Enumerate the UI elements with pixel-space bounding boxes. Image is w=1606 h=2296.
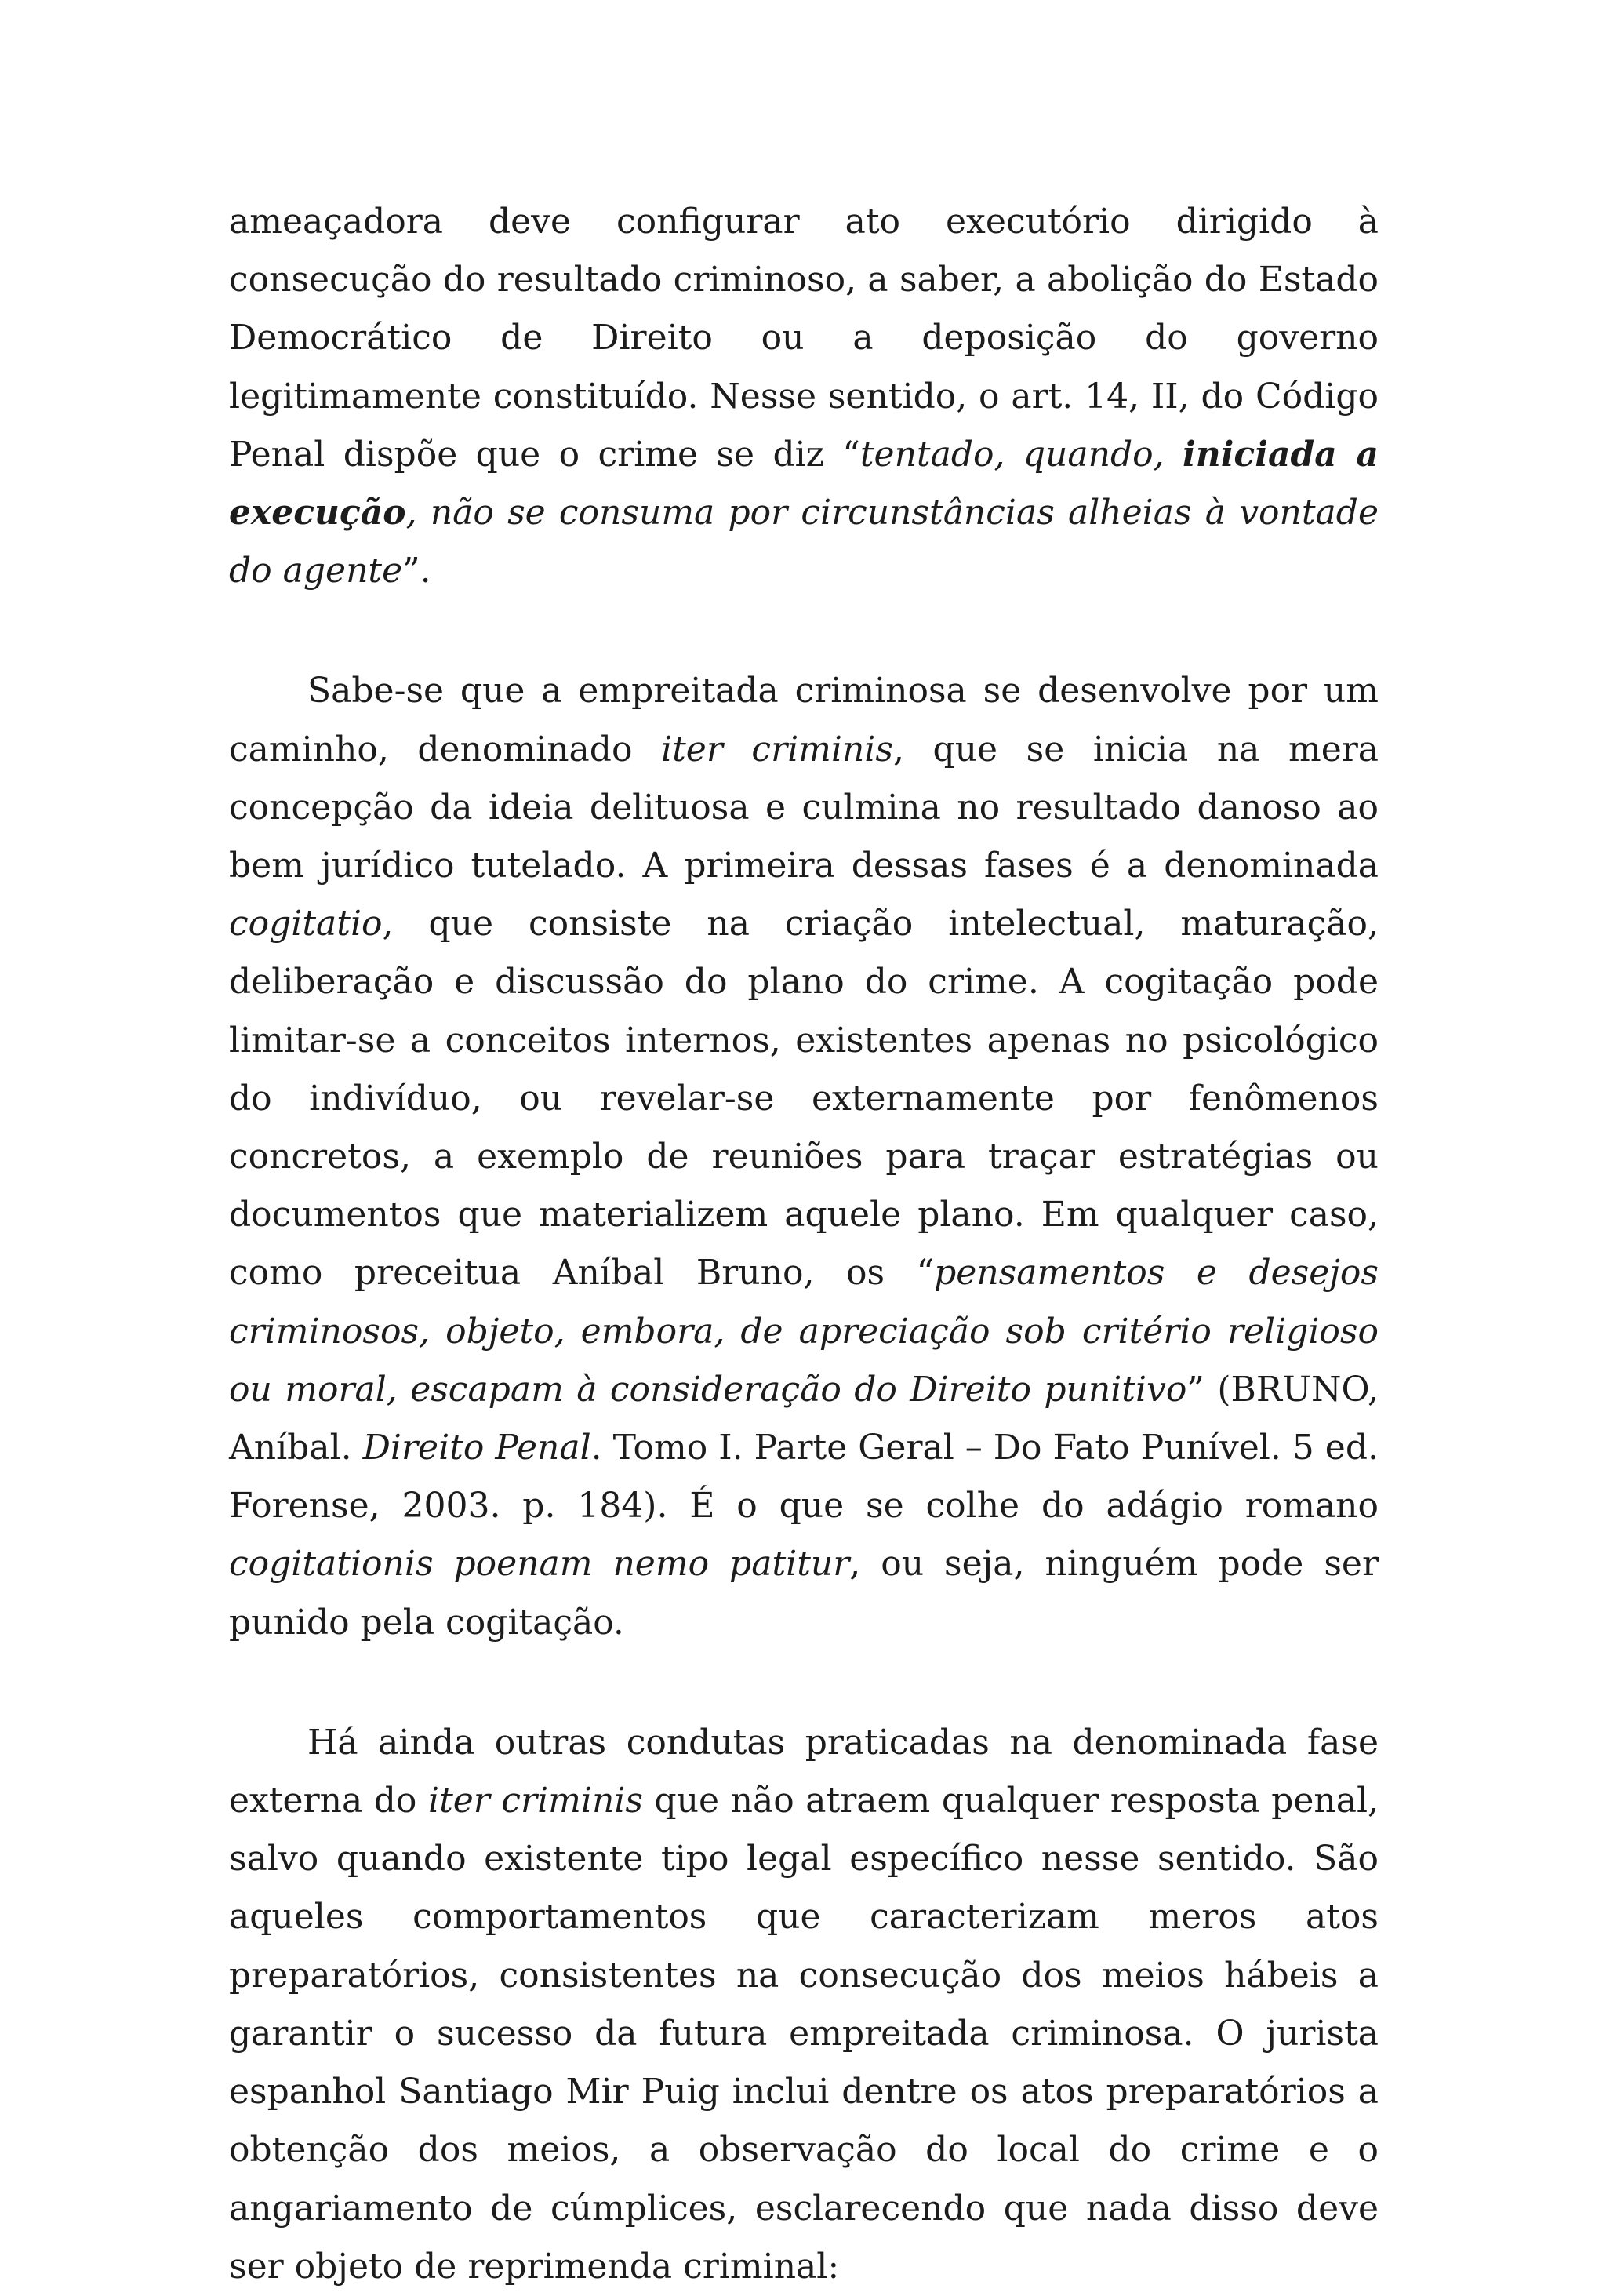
text-run: , que consiste na criação intelectual, maturação, deliberação e discussão do plano do crime. A cogitação pode limitar-se a conceitos internos, existentes apenas no psicológico do indivíduo, ou revelar-se externamente por fenômenos concretos, a exemplo de reuniões para traçar estratégias ou documentos que materializem aquele plano. Em qualquer caso, como preceitua Aníbal Bruno, os “ [229, 904, 1379, 1294]
italic-run: , não se consuma por circunstâncias alheias à vontade do agente [229, 493, 1379, 591]
paragraph [229, 193, 1379, 600]
italic-run: tentado, quando, [859, 434, 1183, 475]
text-run: . Tomo I. Parte Geral – Do Fato Punível. 5 ed. Forense, 2003. p. 184). É o que se colhe do adágio romano [229, 1428, 1379, 1526]
italic-run: iter criminis [661, 729, 893, 770]
text-run: , ou seja, ninguém pode ser punido pela cogitação. [229, 1544, 1379, 1643]
text-run: ”. [402, 551, 431, 591]
text-run: , que se inicia na mera concepção da ideia delituosa e culmina no resultado danoso ao bem jurídico tutelado. A primeira dessas fases é a denominada [229, 729, 1379, 886]
text-run: ” (BRUNO, Aníbal. [229, 1369, 1379, 1468]
italic-run: iter criminis [428, 1781, 643, 1821]
text-run: Sabe-se que a empreitada criminosa se desenvolve por um caminho, denominado [229, 671, 1379, 770]
document-page [229, 193, 1379, 2296]
text-run: Há ainda outras condutas praticadas na denominada fase externa do [229, 1722, 1379, 1821]
text-run: ameaçadora deve configurar ato executório dirigido à consecução do resultado criminoso, a saber, a abolição do Estado Democrático de Direito ou a deposição do governo legitimamente constituído. Nesse sentido, o art. 14, II, do Código Penal dispõe que o crime se diz “ [229, 202, 1379, 475]
paragraph [229, 662, 1379, 1651]
bold-italic-run: iniciada a execução [229, 434, 1379, 533]
italic-run: cogitationis poenam nemo patitur [229, 1544, 850, 1585]
italic-run: Direito Penal [362, 1428, 591, 1468]
italic-run: pensamentos e desejos criminosos, objeto, embora, de apreciação sob critério religioso ou moral, escapam à consideração do Direito punitivo [229, 1253, 1379, 1410]
italic-run: cogitatio [229, 904, 383, 944]
paragraph [229, 1714, 1379, 2296]
text-run: que não atraem qualquer resposta penal, salvo quando existente tipo legal específico nesse sentido. São aqueles comportamentos que caracterizam meros atos preparatórios, consistentes na consecução dos meios hábeis a garantir o sucesso da futura empreitada criminosa. O jurista espanhol Santiago Mir Puig inclui dentre os atos preparatórios a obtenção dos meios, a observação do local do crime e o angariamento de cúmplices, esclarecendo que nada disso deve ser objeto de reprimenda criminal: [229, 1781, 1379, 2287]
